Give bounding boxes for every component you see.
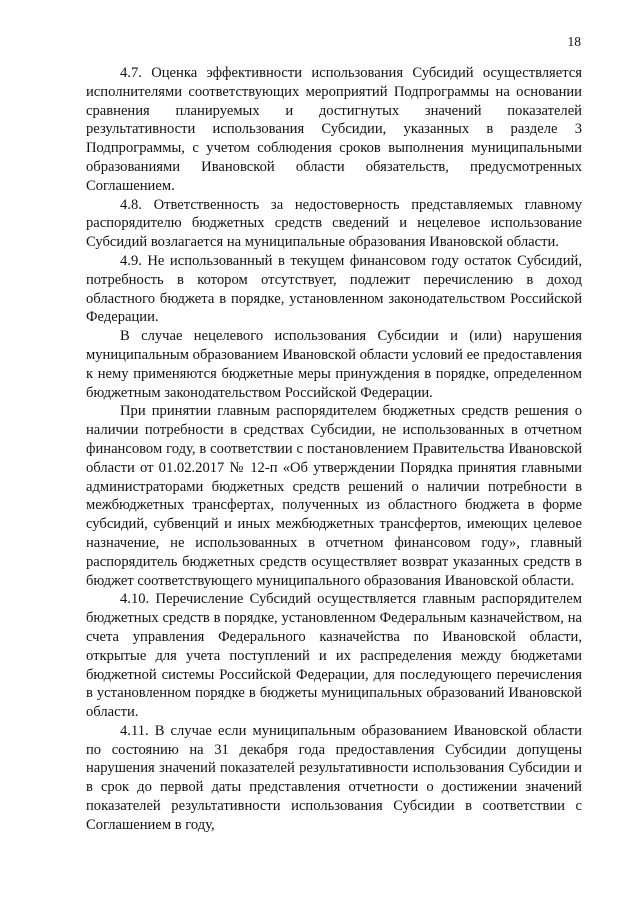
paragraph-4-10: 4.10. Перечисление Субсидий осуществляется главным распорядителем бюджетных средств в порядке, установленном Федеральным казначейством, на счета управления Федерального казначейства по Ивановской области, открытые для учета поступлений и их распределения между бюджетами бюджетной системы Российской Федерации, для последующего перечисления в установленном порядке в бюджеты муниципальных образований Ивановской области. [86, 591, 582, 721]
document-body [86, 64, 582, 835]
paragraph-4-11: 4.11. В случае если муниципальным образованием Ивановской области по состоянию на 31 декабря года предоставления Субсидии допущены нарушения значений показателей результативности использования Субсидии и в срок до первой даты представления отчетности о достижении значений показателей результативности использования Субсидии в соответствии с Соглашением в году, [86, 722, 582, 833]
paragraph-return-decision: При принятии главным распорядителем бюджетных средств решения о наличии потребности в средствах Субсидии, не использованных в отчетном финансовом году, в соответствии с постановлением Правительства Ивановской области от 01.02.2017 № 12-п «Об утверждении Порядка принятия главными администраторами бюджетных средств решений о наличии потребности в межбюджетных трансфертах, полученных из областного бюджета в форме субсидий, субвенций и иных межбюджетных трансфертов, имеющих целевое назначение, не использованных в отчетном финансовом году», главный распорядитель бюджетных средств осуществляет возврат указанных средств в бюджет соответствующего муниципального образования Ивановской области. [86, 403, 582, 589]
paragraph-4-9: 4.9. Не использованный в текущем финансовом году остаток Субсидий, потребность в котором отсутствует, подлежит перечислению в доход областного бюджета в порядке, установленном законодательством Российской Федерации. [86, 252, 582, 326]
paragraph-misuse: В случае нецелевого использования Субсидии и (или) нарушения муниципальным образованием Ивановской области условий ее предоставления к нему применяются бюджетные меры принуждения в порядке, определенном бюджетным законодательством Российской Федерации. [86, 328, 582, 401]
paragraph-4-7: 4.7. Оценка эффективности использования Субсидий осуществляется исполнителями соответствующих мероприятий Подпрограммы на основании сравнения планируемых и достигнутых значений показателей результативности использования Субсидии, указанных в разделе 3 Подпрограммы, с учетом соблюдения сроков выполнения муниципальными образованиями Ивановской области обязательств, предусмотренных Соглашением. [86, 65, 582, 194]
page-number: 18 [567, 34, 581, 49]
paragraph-4-8: 4.8. Ответственность за недостоверность представляемых главному распорядителю бюджетных средств сведений и нецелевое использование Субсидий возлагается на муниципальные образования Ивановской области. [86, 196, 582, 251]
